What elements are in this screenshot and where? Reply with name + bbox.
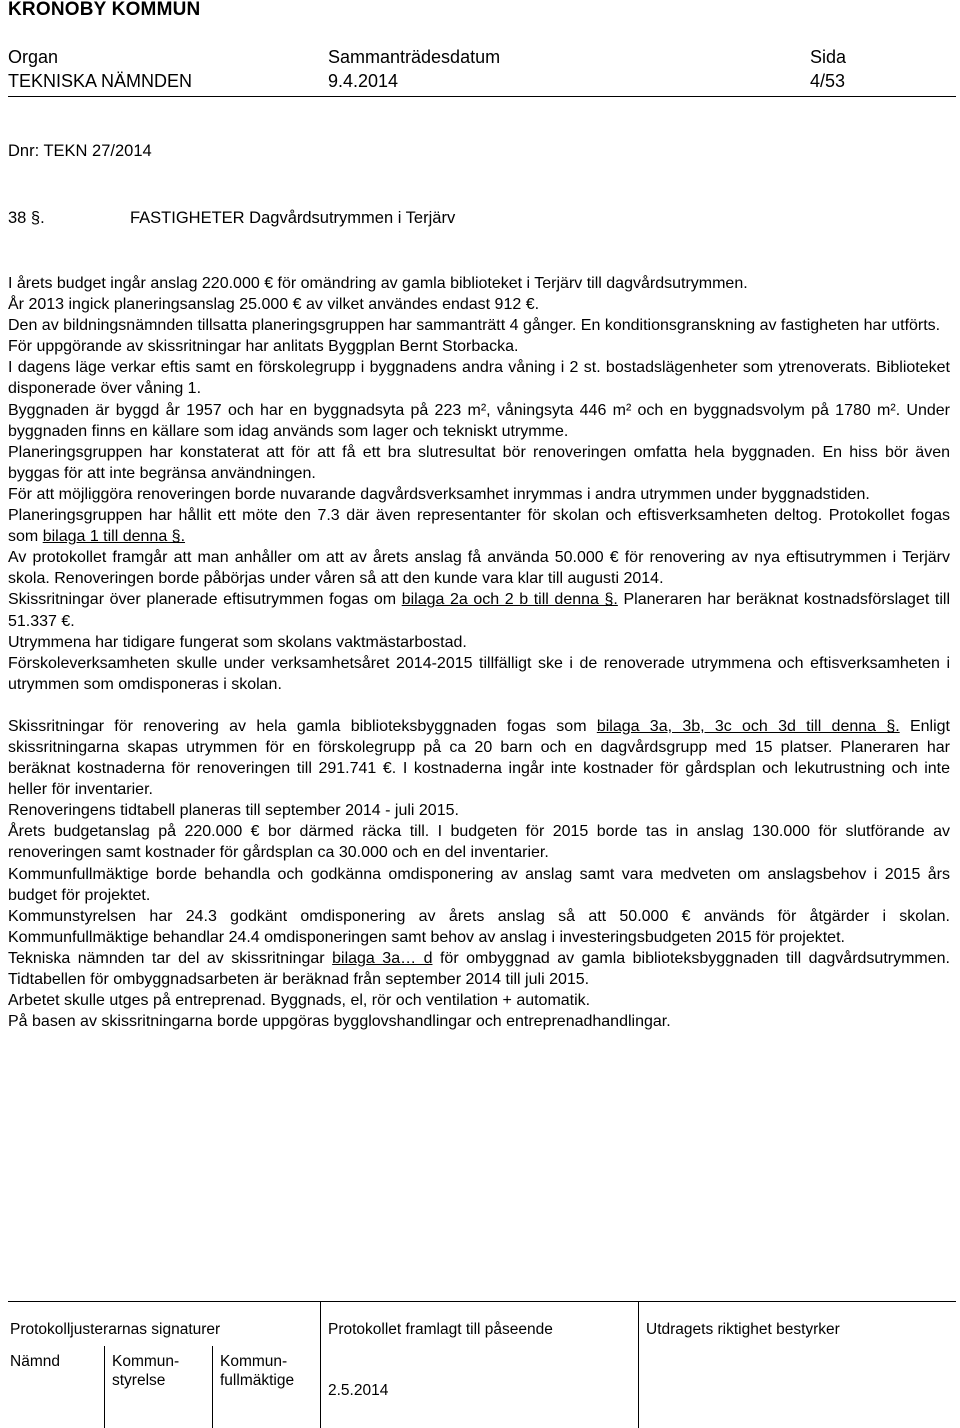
paragraph: Av protokollet framgår att man anhåller om att av årets anslag få använda 50.000 € för renovering av nya eftisutrymmen i Terjärv skola. Renoveringen borde påbörjas under våren så att den kunde vara klar till augusti 2014.: [8, 549, 950, 588]
paragraph-text: för ombyggnad av gamla biblioteksbyggnaden till dagvårdsutrymmen. Tidtabellen för ombyggnadsarbeten är beräknad från september 2014 till juli 2015.: [8, 949, 950, 988]
paragraph: Renoveringens tidtabell planeras till september 2014 - juli 2015.: [8, 802, 459, 820]
paragraph: I dagens läge verkar eftis samt en förskolegrupp i byggnadens andra våning i 2 st. bostadslägenheter som ytrenoverats. Biblioteket disponerade över våning 1.: [8, 359, 950, 398]
posted-date: 2.5.2014: [328, 1382, 389, 1399]
attachment-reference: bilaga 3a… d: [332, 949, 433, 967]
organ-value: TEKNISKA NÄMNDEN: [8, 71, 193, 91]
paragraph: Den av bildningsnämnden tillsatta planeringsgruppen har sammanträtt 4 gånger. En konditionsgranskning av fastigheten har utförts.: [8, 317, 941, 335]
protocol-body: [8, 273, 950, 1032]
paragraph: [8, 589, 950, 631]
signature-kf-label: Kommun- fullmäktige: [220, 1353, 295, 1389]
paragraph: År 2013 ingick planeringsanslag 25.000 € av vilket användes endast 912 €.: [8, 296, 540, 314]
signature-box-divider: [212, 1346, 213, 1428]
paragraph: Förskoleverksamheten skulle under verksamhetsåret 2014-2015 tillfälligt ske i de renoverade utrymmena och eftisverksamheten i utrymmen som omdisponeras i skolan.: [8, 654, 950, 693]
item-number: 38 §.: [8, 209, 45, 227]
paragraph: Arbetet skulle utges på entreprenad. Byggnads, el, rör och ventilation + automatik.: [8, 992, 591, 1010]
paragraph: Byggnaden är byggd år 1957 och har en byggnadsyta på 223 m², våningsyta 446 m² och en byggnadsvolym på 1780 m². Under byggnaden finns en källare som idag används som lager och tekniskt utrymme.: [8, 401, 950, 440]
organ-label: Organ: [8, 47, 59, 67]
paragraph: Utrymmena har tidigare fungerat som skolans vaktmästarbostad.: [8, 633, 467, 651]
paragraph-text: Tekniska nämnden tar del av skissritningar: [8, 949, 325, 967]
paragraph-text: Planeraren har beräknat kostnadsförslaget till 51.337 €.: [8, 591, 951, 630]
paragraph: Årets budgetanslag på 220.000 € bor därmed räcka till. I budgeten för 2015 borde tas in anslag 130.000 för slutförande av renoveringen samt kostnader för gårdsplan ca 30.000 och en del inventarier.: [8, 823, 950, 862]
signature-namnd-label: Nämnd: [10, 1353, 60, 1370]
footer-divider: [8, 1301, 956, 1302]
date-value: 9.4.2014: [328, 71, 399, 91]
municipality-name: KRONOBY KOMMUN: [8, 0, 201, 20]
attachment-reference: bilaga 1 till denna §.: [42, 528, 186, 546]
paragraph: För att möjliggöra renoveringen borde nuvarande dagvårdsverksamhet inrymmas i andra utrymmen under byggnadstiden.: [8, 485, 870, 503]
paragraph: Planeringsgruppen har konstaterat att för att få ett bra slutresultat bör renoveringen omfatta hela byggnaden. En hiss bör även byggas för att inte begränsa användningen.: [8, 443, 950, 482]
paragraph: Kommunfullmäktige borde behandla och godkänna omdisponering av anslag samt vara medveten om anslagsbehov i 2015 års budget för projektet.: [8, 865, 950, 904]
paragraph-text: Enligt skissritningarna skapas utrymmen för en förskolegrupp på ca 20 barn och en dagvårdsgrupp med 15 platser. Planeraren har beräknat kostnaderna för renoveringen till 291.741 €. I kostnaderna ingår inte kostnader för gårdsplan och lekutrustning och inte heller för inventarier.: [8, 717, 950, 799]
signature-box-divider: [104, 1346, 105, 1428]
page-value: 4/53: [810, 71, 846, 91]
footer-column-divider: [320, 1302, 321, 1428]
diary-number: Dnr: TEKN 27/2014: [8, 142, 152, 160]
signatures-label: Protokolljusterarnas signaturer: [10, 1321, 221, 1338]
item-heading: [8, 209, 455, 228]
footer-column-divider: [638, 1302, 639, 1428]
date-label: Sammanträdesdatum: [328, 47, 501, 67]
paragraph-text: Skissritningar för renovering av hela gamla biblioteksbyggnaden fogas som: [8, 717, 587, 735]
page-label: Sida: [810, 47, 847, 67]
paragraph-text: Skissritningar över planerade eftisutrymmen fogas om: [8, 591, 397, 609]
paragraph: På basen av skissritningarna borde uppgöras bygglovshandlingar och entreprenadhandlingar.: [8, 1013, 671, 1031]
signature-ks-label: Kommun- styrelse: [112, 1353, 180, 1389]
paragraph-text: Planeringsgruppen har hållit ett möte den 7.3 där även representanter för skolan och eftisverksamheten deltog. Protokollet fogas som: [8, 507, 950, 546]
header-divider: [8, 96, 956, 97]
paragraph: Kommunstyrelsen har 24.3 godkänt omdisponering av årets anslag så att 50.000 € används för åtgärder i skolan. Kommunfullmäktige behandlar 24.4 omdisponeringen samt behov av anslag i investeringsbudgeten 2015 för projektet.: [8, 907, 950, 946]
item-title: FASTIGHETER Dagvårdsutrymmen i Terjärv: [130, 209, 456, 227]
paragraph: [8, 505, 950, 547]
paragraph: I årets budget ingår anslag 220.000 € för omändring av gamla biblioteket i Terjärv till dagvårdsutrymmen.: [8, 275, 748, 292]
paragraph: För uppgörande av skissritningar har anlitats Byggplan Bernt Storbacka.: [8, 338, 519, 356]
posted-label: Protokollet framlagt till påseende: [328, 1321, 553, 1338]
attachment-reference: bilaga 2a och 2 b till denna §.: [401, 591, 618, 609]
attachment-reference: bilaga 3a, 3b, 3c och 3d till denna §.: [596, 717, 900, 735]
paragraph: [8, 716, 950, 800]
extract-label: Utdragets riktighet bestyrker: [646, 1321, 840, 1338]
paragraph: [8, 948, 950, 990]
